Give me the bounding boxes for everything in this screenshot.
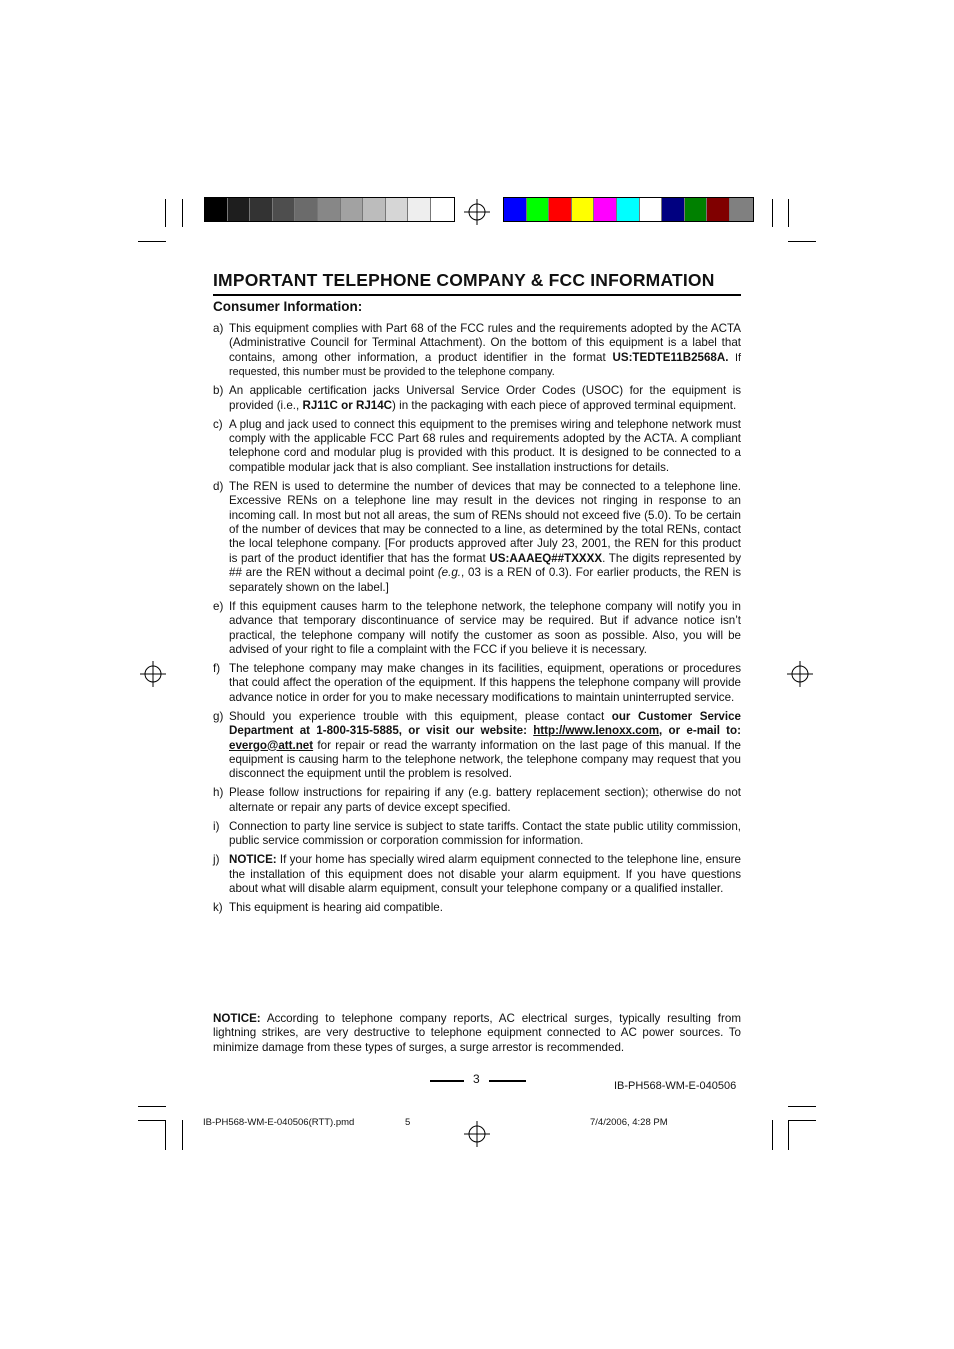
registration-mark-bottom-icon	[464, 1121, 490, 1147]
list-item-g	[213, 710, 741, 782]
item-label: g)	[213, 709, 224, 723]
notice-label: NOTICE:	[229, 853, 277, 867]
item-text	[229, 853, 741, 896]
color-swatch	[730, 198, 753, 221]
section-heading: Consumer Information:	[213, 299, 363, 314]
item-text	[229, 384, 741, 413]
item-text-part: ) in the packaging with each piece of approved terminal equipment.	[392, 398, 737, 412]
color-swatch	[594, 198, 617, 221]
color-swatch	[572, 198, 595, 221]
item-label: k)	[213, 900, 223, 914]
gray-swatch	[431, 198, 454, 221]
page-title: IMPORTANT TELEPHONE COMPANY & FCC INFORMATION	[213, 270, 741, 296]
item-text: Connection to party line service is subject to state tariffs. Contact the state public utility commission, public service commission or corporation commission for information.	[229, 819, 741, 848]
surge-notice	[213, 1012, 741, 1055]
registration-mark-top-icon	[464, 199, 490, 225]
gray-swatch	[228, 198, 251, 221]
page-number-rule-right	[489, 1080, 526, 1082]
ren-format: US:AAAEQ##TXXXX	[489, 551, 603, 565]
item-label: f)	[213, 661, 221, 675]
color-swatch	[527, 198, 550, 221]
email-label: , or e-mail to:	[659, 724, 741, 738]
item-label: e)	[213, 599, 224, 613]
color-swatch	[617, 198, 640, 221]
item-text-part: An applicable certification jacks Universal Service Order Codes (USOC) for the equipment is provided (i.e.,	[229, 384, 741, 412]
item-text-italic: (e.g.	[437, 566, 462, 580]
item-label: a)	[213, 322, 224, 335]
footer-sheet-number: 5	[405, 1117, 411, 1128]
color-swatch	[549, 198, 572, 221]
item-text: This equipment is hearing aid compatible.	[229, 900, 443, 914]
item-text-part: Should you experience trouble with this equipment, please contact	[229, 709, 612, 723]
registration-mark-left-icon	[140, 661, 166, 687]
list-item-j	[213, 853, 741, 896]
item-label: b)	[213, 384, 224, 398]
item-text-part: If your home has specially wired alarm equipment connected to the telephone line, ensure the installation of this equipment does not disable your alarm equipment. If you have questions about what will disable alarm equipment, consult your telephone company or a qualified installer.	[229, 853, 741, 895]
notice-label: NOTICE:	[213, 1012, 261, 1025]
item-text-part: This equipment complies with Part 68 of the FCC rules and the requirements adopted by the ACTA (Administrative Council for Terminal Attachment). On the bottom of this equipment is a label that contains, among other information, a product identifier in the format	[229, 322, 741, 364]
website-link[interactable]: http://www.lenoxx.com	[533, 724, 660, 738]
item-label: j)	[213, 853, 220, 867]
gray-swatch	[318, 198, 341, 221]
list-item-i	[213, 820, 741, 849]
list-item-d	[213, 480, 741, 595]
item-text: Please follow instructions for repairing if any (e.g. battery replacement section); otherwise do not alternate or repair any parts of device except specified.	[229, 786, 741, 814]
footer-timestamp: 7/4/2006, 4:28 PM	[590, 1117, 668, 1128]
list-item-a	[213, 322, 741, 380]
footer-filename: IB-PH568-WM-E-040506(RTT).pmd	[203, 1117, 355, 1128]
gray-swatch	[295, 198, 318, 221]
gray-swatch	[250, 198, 273, 221]
color-swatch	[504, 198, 527, 221]
item-text-part: . The digits represented by ## are the REN without a decimal point	[229, 551, 741, 580]
list-item-c	[213, 418, 741, 476]
usoc-codes: RJ11C or RJ14C	[302, 398, 393, 412]
color-calibration-bar	[503, 197, 754, 222]
gray-swatch	[273, 198, 296, 221]
item-text: If this equipment causes harm to the telephone network, the telephone company will notify you in advance that temporary discontinuance of service may be required. But if advance notice isn’t practical, the telephone company will notify the customer as soon as possible. Also, you will be advised of your right to file a complaint with the FCC if you believe it is necessary.	[229, 599, 741, 656]
list-item-k	[213, 901, 741, 915]
gray-swatch	[363, 198, 386, 221]
list-item-e	[213, 600, 741, 658]
notice-text: According to telephone company reports, AC electrical surges, typically resulting from lightning strikes, are very destructive to telephone equipment connected to AC power sources. To minimize damage from these types of surges, a surge arrestor is recommended.	[213, 1012, 741, 1054]
registration-mark-right-icon	[787, 661, 813, 687]
item-text: The telephone company may make changes in its facilities, equipment, operations or procedures that could affect the operation of the equipment. If this happens the telephone company will provide advance notice in order for you to make necessary modifications to maintain uninterrupted service.	[229, 661, 741, 704]
item-label: d)	[213, 479, 224, 493]
product-identifier: US:TEDTE11B2568A.	[612, 350, 729, 364]
item-text	[229, 480, 741, 595]
gray-swatch	[386, 198, 409, 221]
list-item-f	[213, 662, 741, 705]
item-text	[229, 322, 741, 380]
list-item-b	[213, 384, 741, 413]
item-label: c)	[213, 417, 223, 431]
information-list	[213, 322, 741, 920]
gray-swatch	[341, 198, 364, 221]
color-swatch	[662, 198, 685, 221]
document-code: IB-PH568-WM-E-040506	[614, 1080, 737, 1092]
page-number-rule-left	[430, 1080, 464, 1082]
item-text-part: , 03 is a REN of 0.3). For earlier products, the REN is separately shown on the label.]	[229, 566, 741, 594]
item-text: A plug and jack used to connect this equipment to the premises wiring and telephone network must comply with the applicable FCC Part 68 rules and requirements adopted by the ACTA. A compliant telephone cord and modular plug is provided with this product. It is designed to be connected to a compatible modular jack that is also compliant. See installation instructions for details.	[229, 417, 741, 474]
item-text	[229, 710, 741, 782]
gray-swatch	[205, 198, 228, 221]
email-link[interactable]: evergo@att.net	[229, 738, 314, 752]
color-swatch	[685, 198, 708, 221]
item-text-part: for repair or read the warranty information on the last page of this manual. If the equipment is causing harm to the telephone network, the telephone company may request that you disconnect the equipment until the problem is resolved.	[229, 738, 741, 781]
page-number: 3	[473, 1072, 480, 1086]
color-swatch	[640, 198, 663, 221]
item-label: h)	[213, 786, 224, 800]
grayscale-color-bar	[204, 197, 455, 222]
item-label: i)	[213, 819, 220, 833]
list-item-h	[213, 786, 741, 815]
customer-service-info: our Customer Service Department at 1-800-315-5885, or visit our website:	[229, 709, 741, 738]
gray-swatch	[408, 198, 431, 221]
item-text-part: If requested, this number must be provided to the telephone company.	[229, 351, 741, 379]
item-text-part: The REN is used to determine the number of devices that may be connected to a telephone line. Excessive RENs on a telephone line may result in the devices not ringing in response to an incoming call. In most but not all areas, the sum of RENs should not exceed five (5.0). To be certain of the number of devices that may be connected to a line, as determined by the total RENs, contact the local telephone company. [For products approved after July 23, 2001, the REN for this product is part of the product identifier that has the format	[229, 479, 741, 565]
color-swatch	[707, 198, 730, 221]
